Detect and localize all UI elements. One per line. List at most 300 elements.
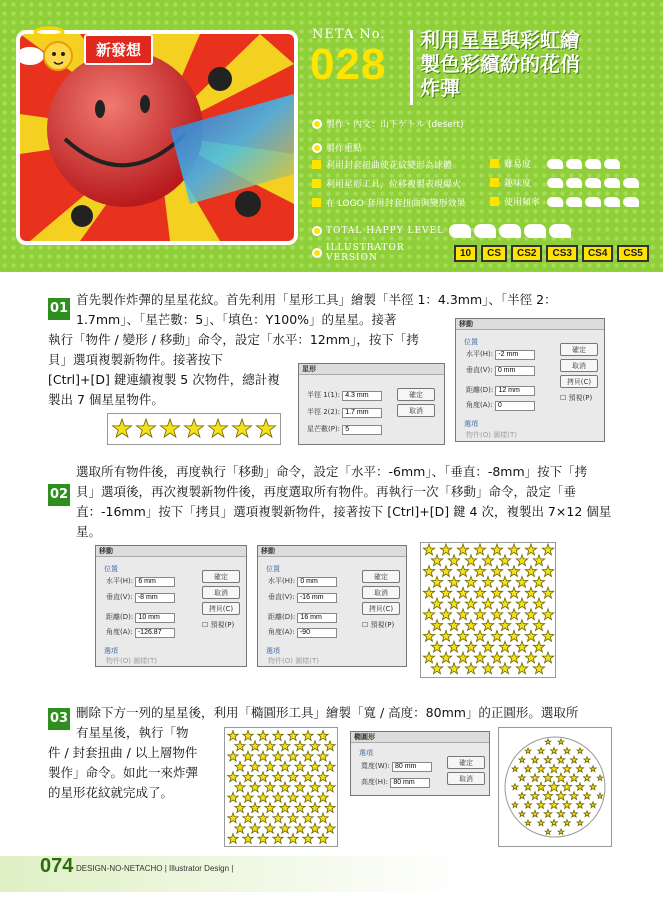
option-label: 圖樣(T) xyxy=(493,431,517,439)
star-shape xyxy=(525,652,536,663)
star-shape xyxy=(431,641,442,652)
feature-item xyxy=(312,177,461,190)
star-shape xyxy=(448,663,459,674)
checkbox-label: 預視(P) xyxy=(210,621,235,629)
star-shape xyxy=(577,748,583,754)
option-label: 物件(O) xyxy=(106,657,131,665)
star-shape xyxy=(590,802,596,808)
star-shape xyxy=(551,748,558,754)
star-shape xyxy=(448,598,459,609)
star-shape xyxy=(310,761,320,771)
star-shape xyxy=(590,784,596,790)
wing-icon xyxy=(547,159,563,169)
rating-difficulty xyxy=(490,157,620,170)
star-shape xyxy=(537,782,546,791)
star-shape xyxy=(265,782,275,792)
star-shape xyxy=(228,792,238,802)
field-label: 水平(H): xyxy=(106,577,134,585)
star-shape xyxy=(525,765,532,772)
star-shape xyxy=(273,792,283,802)
field-label: 半徑 1(1): xyxy=(307,391,340,399)
star-shape xyxy=(525,587,536,598)
wing-icon xyxy=(585,159,601,169)
star-shape xyxy=(474,544,485,555)
square-bullet-icon xyxy=(312,198,321,207)
footer-text: DESIGN-NO-NETACHO | Illustrator Design | xyxy=(76,864,234,873)
star-shape xyxy=(440,544,451,555)
field-label: 半徑 2(2): xyxy=(307,408,340,416)
credit-row xyxy=(312,117,464,130)
wing-icon xyxy=(623,178,639,188)
text-line: 1.7mm」、「星芒數：5」、「填色：Y100%」的星星。接著 xyxy=(76,312,397,327)
star-shape xyxy=(440,609,451,620)
horizontal-input[interactable] xyxy=(135,577,175,587)
vertical-input[interactable] xyxy=(297,593,337,603)
star-shape xyxy=(273,813,283,823)
distance-input[interactable] xyxy=(297,613,337,623)
star-shape xyxy=(491,630,502,641)
star-shape xyxy=(533,555,544,566)
star-shape xyxy=(457,587,468,598)
field-label: 星芒數(P): xyxy=(307,425,341,433)
wing-icon xyxy=(623,197,639,207)
star-shape xyxy=(550,801,559,809)
star-shape xyxy=(258,772,268,782)
star-shape xyxy=(508,544,519,555)
star-shape xyxy=(280,782,290,792)
width-input[interactable] xyxy=(392,762,432,772)
text-line: 製作」命令。如此一來炸彈 xyxy=(48,765,199,780)
neta-number: 028 xyxy=(310,40,387,89)
star-shape xyxy=(491,566,502,577)
ellipse-dialog xyxy=(350,731,490,796)
star-shape xyxy=(288,751,298,761)
star-shape xyxy=(525,820,531,825)
star-shape xyxy=(499,598,510,609)
radius1-input[interactable] xyxy=(342,391,382,401)
star-shape xyxy=(516,641,527,652)
text-line: 執行「物件 / 變形 / 移動」命令，設定「水平：12mm」，按下「拷 xyxy=(48,332,419,347)
star-shape xyxy=(431,663,442,674)
points-input[interactable] xyxy=(342,425,382,435)
star-shape xyxy=(508,587,519,598)
star-shape xyxy=(431,576,442,587)
wing-icon xyxy=(449,224,471,238)
radius2-input[interactable] xyxy=(342,408,382,418)
seven-stars-preview xyxy=(107,413,281,445)
text-line: 刪除下方一列的星星後，利用「橢圓形工具」繪製「寬 / 高度：80mm」的正圓形。選取所 xyxy=(76,705,579,720)
wing-icon xyxy=(585,178,601,188)
star-shape xyxy=(423,630,434,641)
star-shape xyxy=(576,765,583,772)
star-shape xyxy=(265,803,275,813)
ok-button[interactable]: 確定 xyxy=(202,570,240,583)
star-shape xyxy=(564,748,570,754)
feature-text: 在 LOGO 套用封套扭曲與變形效果 xyxy=(326,199,466,209)
star-shape xyxy=(228,751,238,761)
section-label: 選項 xyxy=(464,420,478,428)
star-shape xyxy=(576,801,583,808)
angle-input[interactable] xyxy=(297,628,337,638)
wing-icon xyxy=(604,178,620,188)
field-label: 垂直(V): xyxy=(466,366,493,374)
star-shape xyxy=(243,772,253,782)
star-shape xyxy=(590,766,596,772)
star-shape xyxy=(533,620,544,631)
star-shape xyxy=(423,652,434,663)
star-shape xyxy=(537,801,545,809)
option-label: 物件(O) xyxy=(466,431,491,439)
cancel-button[interactable]: 取消 xyxy=(560,359,598,372)
features-label: 製作重點 xyxy=(326,144,363,154)
star-shape xyxy=(258,792,268,802)
star-shape xyxy=(457,609,468,620)
wing-icon xyxy=(604,197,620,207)
height-input[interactable] xyxy=(390,778,430,788)
star-shape xyxy=(584,811,590,817)
text-line: 貝」選項後，再次複製新物件後，再度選取所有物件。再執行一次「移動」命令，設定「垂 xyxy=(76,484,577,499)
text-line: 選取所有物件後，再度執行「移動」命令，設定「水平：-6mm」、「垂直：-8mm」按下「拷 xyxy=(76,464,588,479)
star-shape xyxy=(258,813,268,823)
wing-icon xyxy=(566,197,582,207)
copy-button[interactable]: 拷貝(C) xyxy=(202,602,240,615)
star-shape xyxy=(228,834,238,844)
field-label: 角度(A): xyxy=(466,401,493,409)
star-shape xyxy=(508,609,519,620)
text-line: 直：-16mm」按下「拷貝」選項複製新物件，接著按下 [Ctrl]+[D] 鍵 4 次，複製出 7×12 個星星。 xyxy=(76,504,612,539)
star-shape xyxy=(519,792,526,799)
star-shape xyxy=(233,419,252,437)
star-shape xyxy=(525,566,536,577)
star-shape xyxy=(303,731,313,741)
ok-button[interactable]: 確定 xyxy=(560,343,598,356)
star-shape xyxy=(531,774,539,782)
section-label: 選項 xyxy=(266,647,280,655)
step-2-text xyxy=(76,462,616,542)
star-shape xyxy=(295,761,305,771)
star-shape xyxy=(545,829,551,834)
star-shape xyxy=(516,576,527,587)
star-shape xyxy=(295,782,305,792)
star-shape xyxy=(597,793,603,798)
star-shape xyxy=(280,803,290,813)
section-label: 位置 xyxy=(104,565,118,573)
dialog-title: 橢圓形 xyxy=(351,732,489,743)
star-shape xyxy=(465,555,476,566)
star-shape xyxy=(243,751,253,761)
field-label: 水平(H): xyxy=(268,577,296,585)
star-shape xyxy=(508,630,519,641)
star-shape xyxy=(557,756,565,763)
square-bullet-icon xyxy=(490,178,499,187)
star-shape xyxy=(524,783,532,790)
star-shape xyxy=(288,834,298,844)
star-shape xyxy=(440,566,451,577)
star-shape xyxy=(448,620,459,631)
star-shape xyxy=(543,791,552,800)
rating-label: 趣味度 xyxy=(504,179,532,189)
section-label: 位置 xyxy=(266,565,280,573)
star-shape xyxy=(482,620,493,631)
square-bullet-icon xyxy=(312,160,321,169)
trimmed-star-grid xyxy=(224,727,338,847)
star-shape xyxy=(235,782,245,792)
field-label: 角度(A): xyxy=(106,628,133,636)
star-shape xyxy=(295,803,305,813)
star-shape xyxy=(448,555,459,566)
move-dialog-2 xyxy=(95,545,247,667)
star-shape xyxy=(431,598,442,609)
star-shape xyxy=(558,829,564,834)
star-shape xyxy=(137,419,156,437)
wing-icon xyxy=(524,224,546,238)
star-shape xyxy=(544,756,552,763)
text-line: 有星星後，執行「物 xyxy=(76,725,189,740)
star-shape xyxy=(250,803,260,813)
star-shape xyxy=(584,774,591,781)
field-label: 距離(D): xyxy=(106,613,134,621)
star-shape xyxy=(288,731,298,741)
star-shape xyxy=(525,544,536,555)
horizontal-input[interactable] xyxy=(495,350,535,360)
section-label: 選項 xyxy=(104,647,118,655)
rating-frequency xyxy=(490,195,639,208)
happy-label: TOTAL HAPPY LEVEL xyxy=(326,226,445,236)
move-dialog-3 xyxy=(257,545,407,667)
star-shape xyxy=(161,419,180,437)
bullet-icon xyxy=(312,248,322,258)
footer-band xyxy=(0,856,663,892)
star-shape xyxy=(303,751,313,761)
field-label: 距離(D): xyxy=(268,613,296,621)
star-shape xyxy=(499,641,510,652)
feature-item xyxy=(312,158,452,171)
option-label: 圖樣(T) xyxy=(133,657,157,665)
star-shape xyxy=(557,810,565,817)
star-shape xyxy=(482,555,493,566)
title-line: 製色彩繽紛的花俏 xyxy=(420,52,580,76)
star-shape xyxy=(303,792,313,802)
star-shape xyxy=(558,739,564,744)
dialog-title: 移動 xyxy=(258,546,406,557)
section-label: 選項 xyxy=(359,749,373,757)
field-label: 垂直(V): xyxy=(268,593,295,601)
star-shape xyxy=(474,652,485,663)
star-shape xyxy=(570,774,578,782)
star-shape xyxy=(482,598,493,609)
star-shape xyxy=(542,652,553,663)
star-shape xyxy=(562,782,571,791)
star-shape xyxy=(465,641,476,652)
copy-button[interactable]: 拷貝(C) xyxy=(362,602,400,615)
star-shape xyxy=(258,751,268,761)
feature-text: 利用星形工具，位移複製表現爆火 xyxy=(326,180,462,190)
star-shape xyxy=(318,834,328,844)
copy-button[interactable]: 拷貝(C) xyxy=(560,375,598,388)
star-shape xyxy=(542,587,553,598)
star-shape xyxy=(457,566,468,577)
star-shape xyxy=(544,810,552,817)
neta-label: NETA No. xyxy=(312,27,386,42)
star-shape xyxy=(491,544,502,555)
distance-input[interactable] xyxy=(135,613,175,623)
star-shape xyxy=(538,820,544,826)
title-line: 炸彈 xyxy=(420,76,460,100)
version-badge: CS3 xyxy=(546,245,577,262)
star-shape xyxy=(265,823,275,833)
distance-input[interactable] xyxy=(495,386,535,396)
vertical-input[interactable] xyxy=(135,593,175,603)
star-shape xyxy=(584,792,591,799)
angle-input[interactable] xyxy=(135,628,175,638)
star-shape xyxy=(474,609,485,620)
star-shape xyxy=(235,823,245,833)
dialog-title: 移動 xyxy=(96,546,246,557)
star-shape xyxy=(516,620,527,631)
ok-button[interactable]: 確定 xyxy=(362,570,400,583)
preview-checkbox[interactable]: ☐ 預視(P) xyxy=(202,621,235,629)
star-shape xyxy=(325,803,335,813)
star-shape xyxy=(543,773,552,782)
feature-item xyxy=(312,196,466,209)
star-grid-preview xyxy=(420,542,556,678)
star-shape xyxy=(273,772,283,782)
star-shape xyxy=(519,811,525,817)
star-shape xyxy=(533,663,544,674)
option-label: 圖樣(T) xyxy=(295,657,319,665)
footer xyxy=(0,850,663,897)
star-shape xyxy=(556,791,565,800)
bullet-icon xyxy=(312,226,322,236)
star-shape xyxy=(280,741,290,751)
section-label: 位置 xyxy=(464,338,478,346)
star-shape xyxy=(570,792,578,800)
text-line: 首先製作炸彈的星星花紋。首先利用「星形工具」繪製「半徑 1：4.3mm」、「半徑 2： xyxy=(76,292,557,307)
divider xyxy=(410,30,413,105)
ok-button[interactable]: 確定 xyxy=(397,388,435,401)
star-shape xyxy=(185,419,204,437)
star-shape xyxy=(113,419,132,437)
field-label: 垂直(V): xyxy=(106,593,133,601)
star-shape xyxy=(228,813,238,823)
star-shape xyxy=(499,663,510,674)
star-shape xyxy=(516,663,527,674)
dialog-title: 星形 xyxy=(299,364,444,375)
cancel-button[interactable]: 取消 xyxy=(362,586,400,599)
star-shape xyxy=(457,544,468,555)
star-shape xyxy=(235,741,245,751)
star-shape xyxy=(525,609,536,620)
star-shape xyxy=(318,813,328,823)
star-shape xyxy=(250,761,260,771)
option-label: 物件(O) xyxy=(268,657,293,665)
preview-checkbox[interactable]: ☐ 預視(P) xyxy=(362,621,395,629)
bullet-icon xyxy=(312,119,322,129)
square-bullet-icon xyxy=(312,179,321,188)
star-shape xyxy=(457,630,468,641)
star-shape xyxy=(440,630,451,641)
field-label: 角度(A): xyxy=(268,628,295,636)
star-shape xyxy=(516,555,527,566)
cancel-button[interactable]: 取消 xyxy=(202,586,240,599)
angle-input[interactable] xyxy=(495,401,535,411)
star-shape xyxy=(250,782,260,792)
happy-level-row xyxy=(312,224,571,238)
star-shape xyxy=(516,598,527,609)
enveloped-sphere-preview xyxy=(498,727,612,847)
star-shape xyxy=(318,792,328,802)
checkbox-label: 預視(P) xyxy=(370,621,395,629)
star-shape xyxy=(533,576,544,587)
move-dialog-1 xyxy=(455,318,605,442)
star-shape xyxy=(538,748,544,754)
star-shape xyxy=(551,820,558,826)
star-shape xyxy=(423,609,434,620)
ok-button[interactable]: 確定 xyxy=(447,756,485,769)
star-shape xyxy=(303,772,313,782)
star-shape xyxy=(545,739,551,744)
star-shape xyxy=(303,834,313,844)
field-label: 水平(H): xyxy=(466,350,494,358)
star-shape xyxy=(448,576,459,587)
preview-checkbox[interactable]: ☐ 預視(P) xyxy=(560,394,593,402)
text-line: 的星形花紋就完成了。 xyxy=(48,785,174,800)
star-shape xyxy=(448,641,459,652)
star-shape xyxy=(549,782,559,792)
bullet-icon xyxy=(312,143,322,153)
field-label: 寬度(W): xyxy=(361,762,390,770)
star-shape xyxy=(597,775,603,780)
star-shape xyxy=(532,810,539,817)
star-shape xyxy=(550,765,559,773)
star-shape xyxy=(257,419,276,437)
star-shape xyxy=(482,663,493,674)
star-shape xyxy=(280,761,290,771)
star-shape xyxy=(258,731,268,741)
vertical-input[interactable] xyxy=(495,366,535,376)
step-number: 03 xyxy=(48,708,70,730)
star-shape xyxy=(499,620,510,631)
star-shape xyxy=(457,652,468,663)
star-shape xyxy=(537,765,545,773)
star-shape xyxy=(482,641,493,652)
star-shape xyxy=(423,587,434,598)
wing-icon xyxy=(566,159,582,169)
version-row xyxy=(312,243,649,263)
horizontal-input[interactable] xyxy=(297,577,337,587)
version-badge: CS xyxy=(481,245,507,262)
wing-icon xyxy=(547,197,563,207)
star-shape xyxy=(318,772,328,782)
star-shape xyxy=(273,731,283,741)
rating-label: 使用頻率 xyxy=(504,198,541,208)
star-shape xyxy=(243,731,253,741)
star-shape xyxy=(491,609,502,620)
star-shape xyxy=(512,784,518,790)
star-shape xyxy=(440,652,451,663)
version-badge: CS2 xyxy=(511,245,542,262)
star-shape xyxy=(280,823,290,833)
star-shape xyxy=(431,555,442,566)
cancel-button[interactable]: 取消 xyxy=(447,772,485,785)
dialog-title: 移動 xyxy=(456,319,604,330)
star-shape xyxy=(474,587,485,598)
feature-text: 利用封套扭曲使花紋變形為球體 xyxy=(326,161,453,171)
star-shape xyxy=(563,801,571,809)
wing-icon xyxy=(566,178,582,188)
cancel-button[interactable]: 取消 xyxy=(397,404,435,417)
star-shape xyxy=(318,751,328,761)
